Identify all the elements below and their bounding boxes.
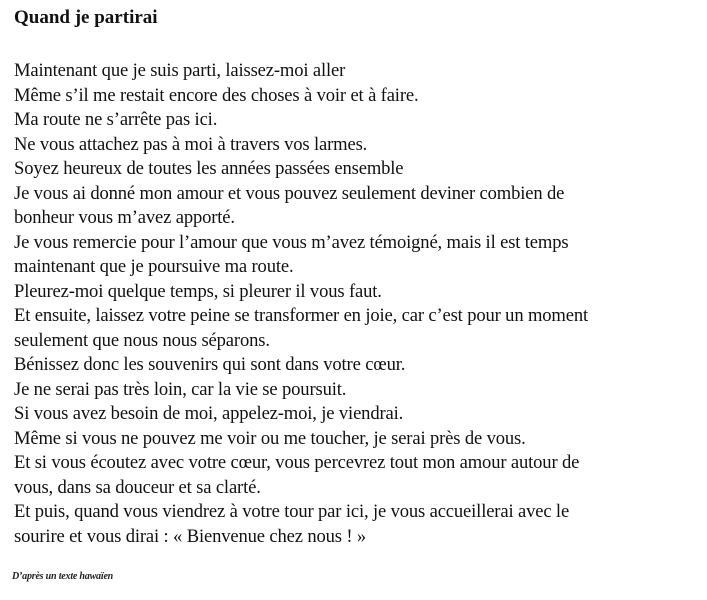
poem-line: vous, dans sa douceur et sa clarté. xyxy=(14,476,261,498)
poem-line: Maintenant que je suis parti, laissez-moi aller xyxy=(14,60,346,81)
poem-line: Et puis, quand vous viendrez à votre tour par ici, je vous accueillerai avec le xyxy=(14,501,570,522)
poem-line: Je vous ai donné mon amour et vous pouvez seulement deviner combien de xyxy=(14,182,565,204)
poem-line: Même si vous ne pouvez me voir ou me toucher, je serai près de vous. xyxy=(14,427,526,449)
poem-line: sourire et vous dirai : « Bienvenue chez nous ! » xyxy=(14,525,367,547)
poem-body xyxy=(14,59,704,549)
poem-line: Soyez heureux de toutes les années passées ensemble xyxy=(14,158,404,179)
poem-line: Je vous remercie pour l’amour que vous m’avez témoigné, mais il est temps xyxy=(14,231,569,253)
poem-line: Ma route ne s’arrête pas ici. xyxy=(14,109,218,130)
poem-line: Si vous avez besoin de moi, appelez-moi, je viendrai. xyxy=(14,403,404,424)
poem-line: seulement que nous nous séparons. xyxy=(14,329,270,351)
poem-line: Et ensuite, laissez votre peine se transformer en joie, car c’est pour un moment xyxy=(14,305,589,326)
poem-line: Bénissez donc les souvenirs qui sont dans votre cœur. xyxy=(14,354,406,375)
source-attribution: D’après un texte hawaïen xyxy=(12,571,114,582)
poem-line: bonheur vous m’avez apporté. xyxy=(14,207,235,228)
poem-line: Ne vous attachez pas à moi à travers vos larmes. xyxy=(14,133,368,155)
poem-line: Pleurez-moi quelque temps, si pleurer il vous faut. xyxy=(14,280,382,302)
poem-title: Quand je partirai xyxy=(14,7,158,28)
poem-line: Je ne serai pas très loin, car la vie se poursuit. xyxy=(14,378,347,400)
poem-line: maintenant que je poursuive ma route. xyxy=(14,256,294,277)
poem-line: Même s’il me restait encore des choses à voir et à faire. xyxy=(14,84,419,106)
poem-line: Et si vous écoutez avec votre cœur, vous percevrez tout mon amour autour de xyxy=(14,452,580,473)
